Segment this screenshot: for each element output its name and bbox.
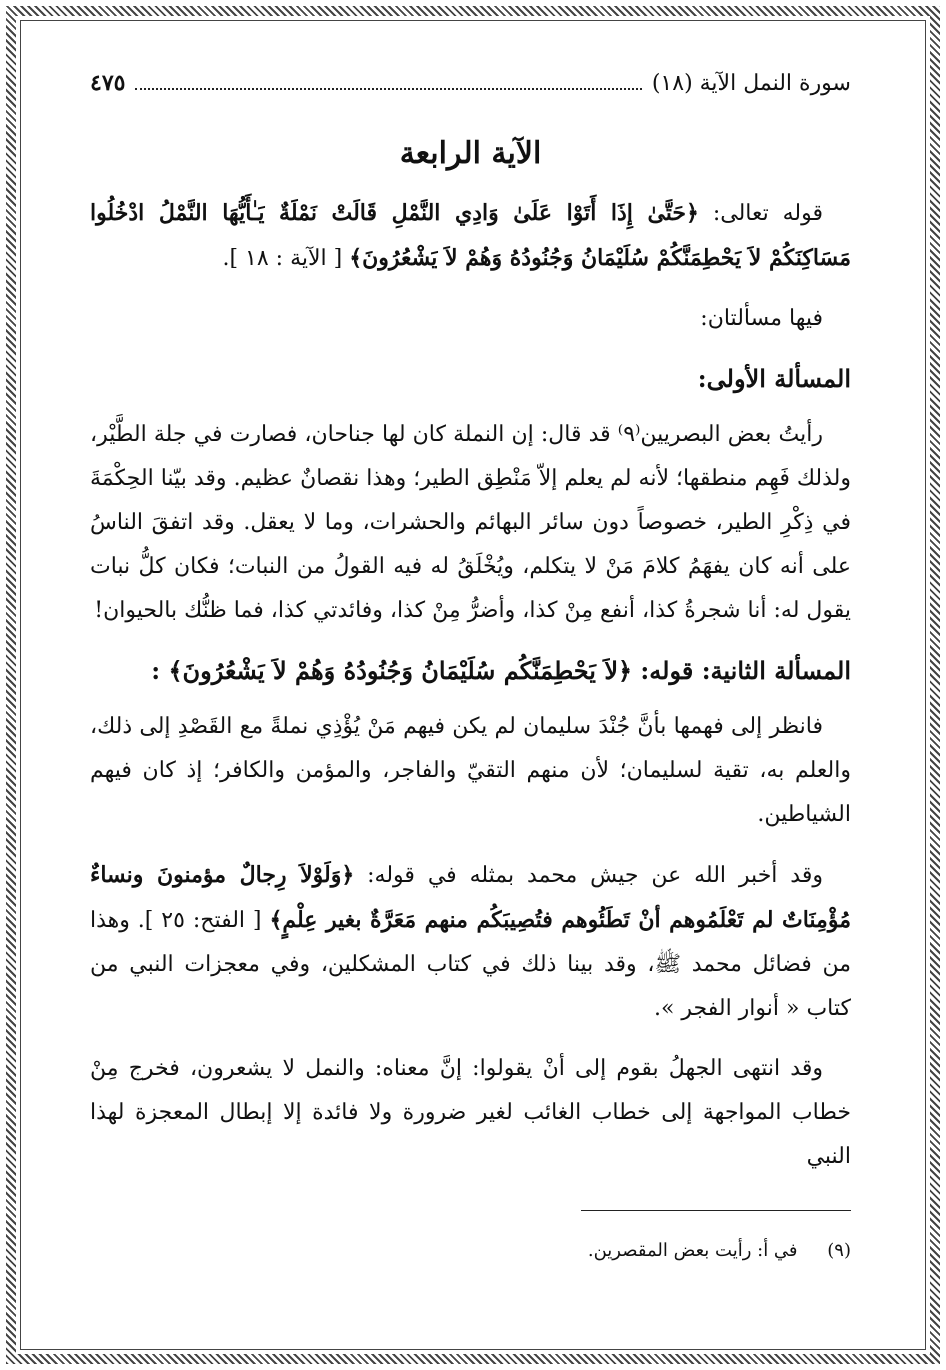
issue2-heading-tail: : [151, 656, 169, 685]
intro-verse: ﴿حَتَّىٰ إِذَا أَتَوْا عَلَىٰ وَادِي النَّمْلِ قَالَتْ نَمْلَةٌ يَـٰأَيُّهَا النَّمْلُ ادْخُلُوا مَسَاكِنَكُمْ لاَ يَحْطِمَنَّكُمْ سُلَيْمَانُ وَجُنُودُهُ وَهُمْ لاَ يَشْعُرُونَ﴾ [90, 200, 851, 271]
header-leader-dots [135, 74, 641, 90]
issue2-heading [90, 649, 851, 693]
page-content [90, 70, 851, 1195]
para3-verse: ﴿وَلَوْلاَ رِجالٌ مؤمنونَ ونساءٌ مُؤْمِنَاتٌ لم تَعْلَمُوهم أنْ تَطَئُوهم فتُصِيبَكُم منهم مَعَرَّةٌ بغير عِلْمٍ﴾ [90, 862, 851, 933]
issue2-heading-verse: ﴿لاَ يَحْطِمَنَّكُم سُلَيْمَانُ وَجُنُودُهُ وَهُمْ لاَ يَشْعُرُونَ﴾ [168, 656, 633, 685]
footnote-number: (٩) [827, 1240, 851, 1261]
issue1-text: رأيتُ بعض البصريين⁽٩⁾ قد قال: إن النملة كان لها جناحان، فصارت في جلة الطَّيْر، ولذلك فَهِم منطقها؛ لأنه لم يعلم إلاّ مَنْطِق الطير؛ وهذا نقصانٌ عظيم. وقد بيّنا الحِكْمَةَ في ذِكْرِ الطير، خصوصاً دون سائر البهائم والحشرات، وما لا يعقل. وقد اتفقَ الناسُ على أنه كان يفهَمُ كلامَ مَنْ لا يتكلم، ويُخْلَقُ له فيه القولُ من النبات؛ فكان كلُّ نبات يقول له: أنا شجرةُ كذا، أنفع مِنْ كذا، وأضرُّ مِنْ كذا، وفائدتي كذا، فما ظنُّك بالحيوان! [90, 422, 851, 623]
paragraph-4: وقد انتهى الجهلُ بقوم إلى أنْ يقولوا: إنَّ معناه: والنمل لا يشعرون، فخرج مِنْ خطاب المواجهة إلى خطاب الغائب لغير ضرورة ولا فائدة إلا إبطال المعجزة لهذا النبي [90, 1056, 851, 1169]
intro-paragraph [90, 191, 851, 281]
section-title: الآية الرابعة [399, 136, 542, 171]
header-title: سورة النمل الآية (١٨) [651, 71, 851, 96]
footnote-rule [581, 1210, 851, 1211]
intro-ref: [ الآية : ١٨ ]. [222, 246, 350, 271]
running-header [90, 70, 851, 96]
footnote [90, 1240, 851, 1261]
questions-intro: فيها مسألتان: [700, 306, 823, 331]
intro-lead: قوله تعالى: [698, 201, 823, 226]
page-number: ٤٧٥ [90, 70, 126, 96]
paragraph-3 [90, 853, 851, 1031]
issue2-heading-lead: المسألة الثانية: قوله: [632, 656, 851, 685]
footnote-text: في أ: رأيت بعض المقصرين. [587, 1240, 798, 1261]
para3-lead: وقد أخبر الله عن جيش محمد بمثله في قوله: [354, 863, 823, 888]
para3-tail: [ الفتح: ٢٥ ]. وهذا من فضائل محمد ﷺ، وقد بينا ذلك في كتاب المشكلين، وفي معجزات النبي من كتاب « أنوار الفجر ». [90, 908, 851, 1021]
issue2-text: فانظر إلى فهمها بأنَّ جُنْدَ سليمان لم يكن فيهم مَنْ يُؤْذِي نملةً مع القَصْدِ إلى ذلك، والعلم به، تقية لسليمان؛ لأن منهم التقيّ والفاجر، والمؤمن والكافر؛ إذ كان فيهم الشياطين. [90, 714, 851, 827]
issue1-heading: المسألة الأولى: [697, 364, 851, 393]
